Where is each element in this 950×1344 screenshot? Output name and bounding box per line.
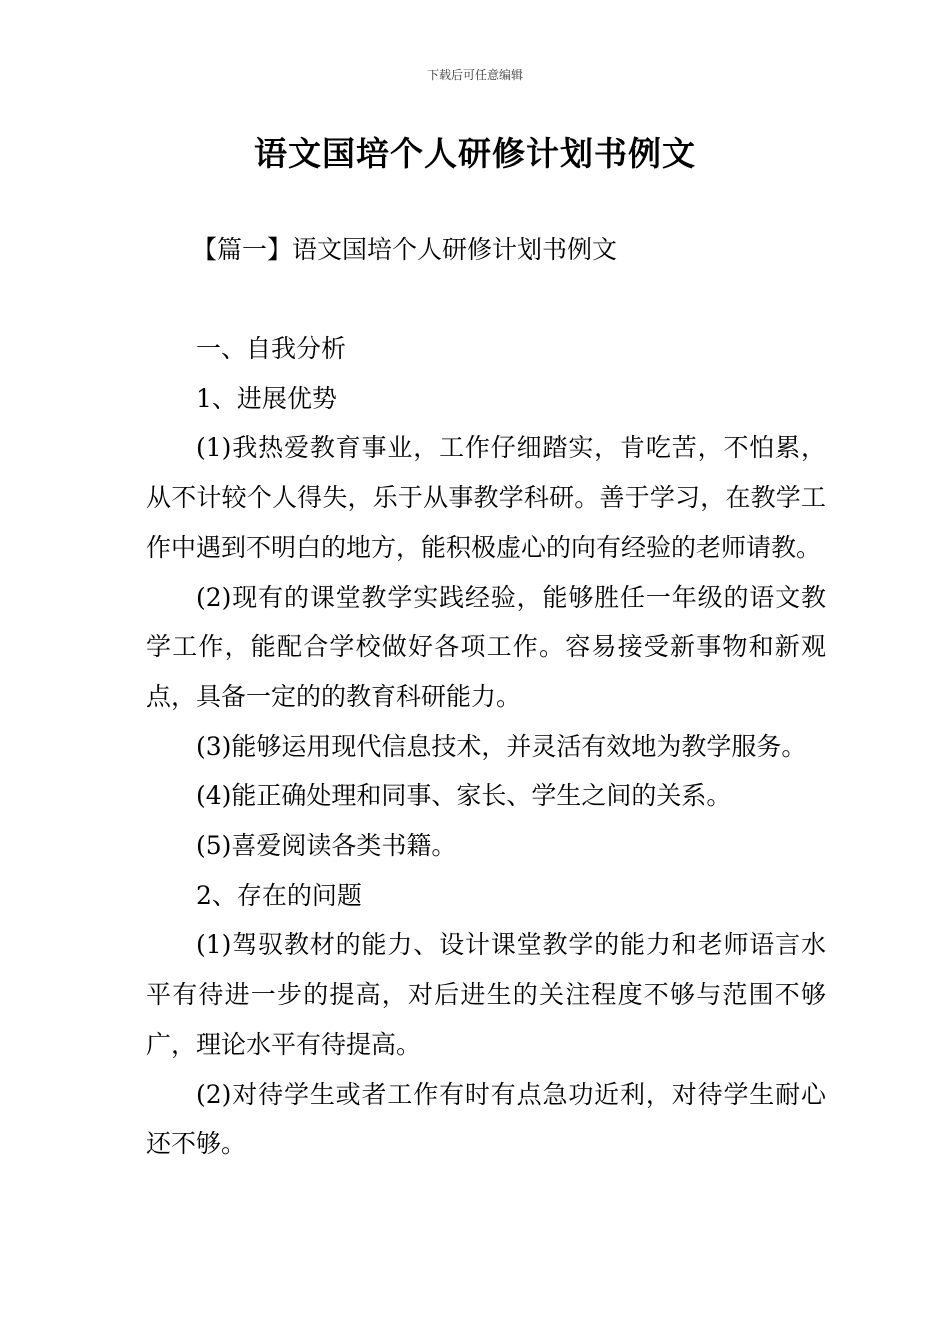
strength-paragraph-4: (4)能正确处理和同事、家长、学生之间的关系。 bbox=[196, 781, 732, 811]
heading-self-analysis: 一、自我分析 bbox=[196, 334, 347, 363]
strength-paragraph-1: (1)我热爱教育事业，工作仔细踏实，肯吃苦，不怕累，从不计较个人得失，乐于从事教学科研。善于学习，在教学工作中遇到不明白的地方，能积极虚心的向有经验的老师请教。 bbox=[146, 433, 826, 562]
strength-paragraph-5: (5)喜爱阅读各类书籍。 bbox=[196, 831, 457, 861]
problem-paragraph-1: (1)驾驭教材的能力、设计课堂教学的能力和老师语言水平有待进一步的提高，对后进生的关注程度不够与范围不够广，理论水平有待提高。 bbox=[146, 930, 826, 1059]
strength-paragraph-3: (3)能够运用现代信息技术，并灵活有效地为教学服务。 bbox=[196, 731, 807, 761]
document-body bbox=[146, 324, 826, 1169]
problem-paragraph-2: (2)对待学生或者工作有时有点急功近利，对待学生耐心还不够。 bbox=[146, 1079, 826, 1159]
document-title: 语文国培个人研修计划书例文 bbox=[254, 134, 696, 173]
section-title: 【篇一】语文国培个人研修计划书例文 bbox=[192, 235, 618, 264]
header-note: 下载后可任意编辑 bbox=[426, 68, 523, 82]
heading-problems: 2、存在的问题 bbox=[196, 880, 362, 910]
heading-strengths: 1、进展优势 bbox=[196, 383, 337, 413]
strength-paragraph-2: (2)现有的课堂教学实践经验，能够胜任一年级的语文教学工作，能配合学校做好各项工作。容易接受新事物和新观点，具备一定的的教育科研能力。 bbox=[146, 582, 826, 711]
